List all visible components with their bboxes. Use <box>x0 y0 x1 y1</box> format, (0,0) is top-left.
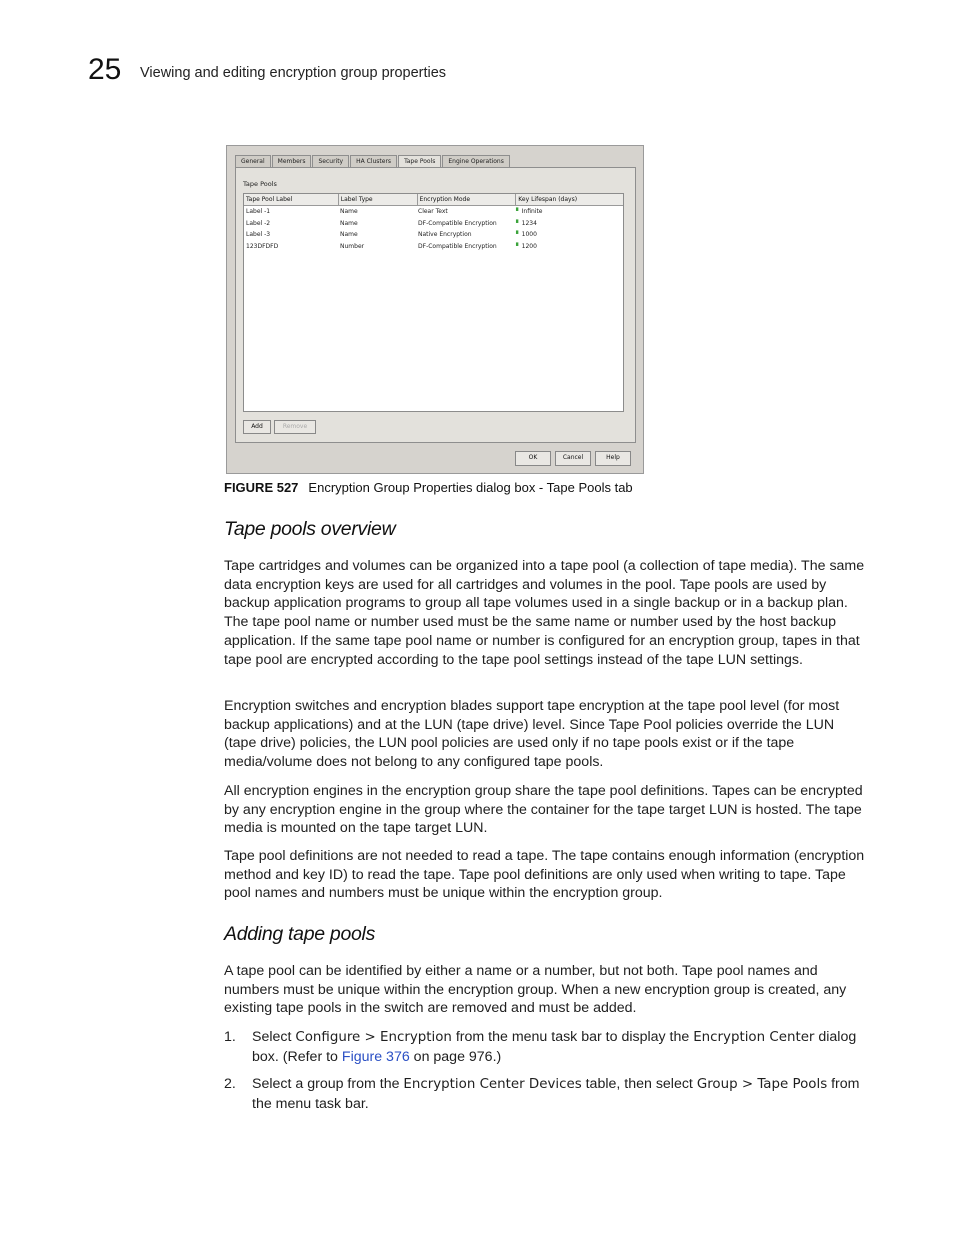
cell-label: 123DFDFD <box>246 242 279 250</box>
paragraph: Tape cartridges and volumes can be organized into a tape pool (a collection of tape media). The same data encryption keys are used for all cartridges and volumes in the pool. Tape pools are used by backup application programs to group all tape volumes used in a single backup or in a backup plan. The tape pool name or number used must be the same name or number used by the host backup application. If the same tape pool name or number is configured for an encryption group, tapes in that tape pool are encrypted according to the tape pool settings instead of the tape LUN settings. <box>224 558 865 668</box>
ui-term: Group > Tape Pools <box>696 1077 828 1092</box>
tab-general[interactable]: General <box>235 155 271 167</box>
cell-key-lifespan: ▘1000 <box>516 231 537 238</box>
dialog-screenshot <box>226 145 644 474</box>
cell-key-lifespan: ▘Infinite <box>516 208 543 215</box>
tab-engine-operations[interactable]: Engine Operations <box>442 155 509 167</box>
paragraph: All encryption engines in the encryption group share the tape pool definitions. Tapes can be encrypted by any encryption engine in the group where the container for the tape target LUN is hosted. The tape media is mounted on the tape target LUN. <box>224 783 863 837</box>
cell-label: Label -3 <box>246 231 271 238</box>
remove-button[interactable]: Remove <box>274 420 316 434</box>
tab-bar <box>235 155 511 167</box>
section-heading: Tape pools overview <box>224 518 396 540</box>
tab-ha-clusters[interactable]: HA Clusters <box>350 155 397 167</box>
cancel-button[interactable]: Cancel <box>555 451 591 466</box>
ui-term: Encryption Center Devices <box>403 1077 582 1092</box>
figure-caption-text: Encryption Group Properties dialog box - Tape Pools tab <box>308 480 633 495</box>
tab-panel <box>235 167 636 443</box>
paragraph: A tape pool can be identified by either a name or a number, but not both. Tape pool names and numbers must be unique within the encryption group. When a new encryption group is created, any existing tape pools in the switch are removed and must be added. <box>224 963 847 1017</box>
tab-members[interactable]: Members <box>272 155 312 167</box>
figure-caption <box>224 480 633 495</box>
add-button[interactable]: Add <box>243 420 271 434</box>
step-item <box>224 1028 870 1068</box>
section-heading: Adding tape pools <box>224 923 376 945</box>
step-text: Select a group from the Encryption Center Devices table, then select Group > Tape Pools from the menu task bar. <box>252 1076 860 1112</box>
cell-label-type: Name <box>340 208 358 215</box>
ui-term: Encryption Center <box>693 1030 815 1045</box>
column-header[interactable]: Label Type <box>339 194 418 205</box>
cell-label-type: Name <box>340 219 358 227</box>
cell-label-type: Number <box>340 242 365 250</box>
paragraph: Tape pool definitions are not needed to read a tape. The tape contains enough information (encryption method and key ID) to read the tape. Tape pool definitions are only used when writing to tape. Tape pool names and numbers must be unique within the encryption group. <box>224 848 865 902</box>
cell-encryption-mode: Native Encryption <box>418 231 472 238</box>
cell-label: Label -2 <box>246 219 271 227</box>
ok-button[interactable]: OK <box>515 451 551 466</box>
running-title: Viewing and editing encryption group properties <box>140 65 447 81</box>
step-number: 1. <box>224 1029 236 1045</box>
figure-number: FIGURE 527 <box>224 480 299 495</box>
cell-label: Label -1 <box>246 208 271 215</box>
step-item <box>224 1075 870 1115</box>
edit-marker-icon: ▘ <box>516 231 521 238</box>
cell-key-lifespan: ▘1234 <box>516 219 537 227</box>
table-row[interactable] <box>244 218 623 230</box>
cell-encryption-mode: DF-Compatible Encryption <box>418 242 497 250</box>
tape-pools-table <box>243 193 624 412</box>
chapter-number: 25 <box>88 53 122 86</box>
figure-link[interactable]: Figure 376 <box>341 1048 410 1065</box>
table-row[interactable] <box>244 206 623 218</box>
table-header <box>244 194 623 206</box>
ui-term: Configure > Encryption <box>295 1030 452 1045</box>
cell-key-lifespan: ▘1200 <box>516 242 537 250</box>
tab-security[interactable]: Security <box>312 155 349 167</box>
paragraph: Encryption switches and encryption blades support tape encryption at the tape pool level (for most backup applications) and at the LUN (tape drive) level. Since Tape Pool policies override the LUN (tape drive) policies, the LUN pool policies are used only if no tape pools exist or if the tape media/volume does not belong to any configured tape pools. <box>224 698 840 771</box>
edit-marker-icon: ▘ <box>516 208 521 215</box>
step-text: Select Configure > Encryption from the menu task bar to display the Encryption Center dialog box. (Refer to Figure 376 on page 976.) <box>252 1029 857 1065</box>
column-header[interactable]: Tape Pool Label <box>244 194 339 205</box>
table-row[interactable] <box>244 241 623 253</box>
cell-label-type: Name <box>340 231 358 238</box>
edit-marker-icon: ▘ <box>516 219 521 227</box>
cell-encryption-mode: Clear Text <box>418 208 448 215</box>
step-number: 2. <box>224 1076 236 1092</box>
help-button[interactable]: Help <box>595 451 631 466</box>
tab-tape-pools[interactable]: Tape Pools <box>398 155 441 168</box>
column-header[interactable]: Key Lifespan (days) <box>518 196 578 203</box>
table-row[interactable] <box>244 229 623 241</box>
edit-marker-icon: ▘ <box>516 242 521 250</box>
group-label: Tape Pools <box>243 180 277 188</box>
cell-encryption-mode: DF-Compatible Encryption <box>418 219 497 227</box>
column-header[interactable]: Encryption Mode <box>418 194 517 205</box>
